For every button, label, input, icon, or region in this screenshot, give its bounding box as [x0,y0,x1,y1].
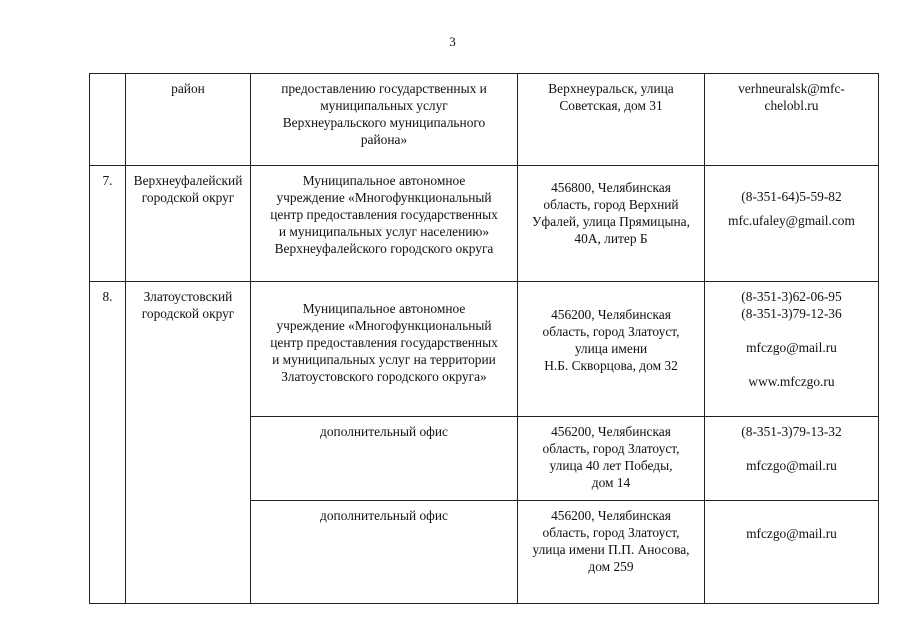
address-line: Верхнеуральск, улица [548,81,674,96]
row-number-cell [90,74,126,166]
contacts-cell [705,282,879,417]
phone-text: (8-351-3)79-13-32 [741,424,842,439]
phone-text: (8-351-64)5-59-82 [741,189,842,204]
organization-line: учреждение «Многофункциональный [276,318,492,333]
organization-cell [251,417,518,501]
organization-line: района» [360,132,408,147]
row-number: 8. [102,289,113,304]
address-line: 40А, литер Б [574,231,648,246]
organization-line: Муниципальное автономное [302,173,466,188]
offices-table [89,73,879,604]
page-number: 3 [449,34,456,49]
contacts-cell [705,74,879,166]
organization-cell [251,74,518,166]
address-line: улица имени [574,341,648,356]
district-cell [126,282,251,604]
organization-line: центр предоставления государственных [270,335,498,350]
district-name: район [171,81,205,96]
table-row [90,166,879,282]
address-line: улица 40 лет Победы, [549,458,673,473]
contacts-cell [705,417,879,501]
email-text: mfczgo@mail.ru [746,340,837,355]
table-row [90,282,879,417]
contacts-cell [705,501,879,604]
email-text: mfczgo@mail.ru [746,458,837,473]
table-row [90,74,879,166]
address-cell [518,501,705,604]
row-number-cell [90,166,126,282]
organization-line: Златоустовского городского округа» [281,369,487,384]
website-text: www.mfczgo.ru [748,374,835,389]
district-cell [126,166,251,282]
district-name: Златоустовский [143,289,233,304]
organization-cell [251,282,518,417]
address-line: область, город Златоуст, [542,441,680,456]
organization-line: муниципальных услуг [320,98,448,113]
address-cell [518,417,705,501]
organization-line: Муниципальное автономное [302,301,466,316]
organization-line: и муниципальных услуг на территории [272,352,496,367]
address-line: 456800, Челябинская [551,180,671,195]
address-line: 456200, Челябинская [551,307,671,322]
email-text: mfczgo@mail.ru [746,526,837,541]
email-text: verhneuralsk@mfc- [738,81,845,96]
address-cell [518,166,705,282]
district-name: городской округ [141,306,235,321]
address-line: Н.Б. Скворцова, дом 32 [544,358,678,373]
organization-line: Верхнеуральского муниципального [282,115,486,130]
address-cell [518,74,705,166]
phone-text: (8-351-3)79-12-36 [741,306,842,321]
organization-line: и муниципальных услуг населению» [278,224,490,239]
district-name: городской округ [141,190,235,205]
address-line: область, город Верхний [543,197,679,212]
organization-line: дополнительный офис [320,424,448,439]
phone-text: (8-351-3)62-06-95 [741,289,842,304]
organization-cell [251,501,518,604]
address-cell [518,282,705,417]
organization-line: предоставлению государственных и [281,81,487,96]
organization-line: центр предоставления государственных [270,207,498,222]
address-line: дом 14 [591,475,631,490]
row-number: 7. [102,173,113,188]
address-line: 456200, Челябинская [551,424,671,439]
email-text: chelobl.ru [764,98,819,113]
email-text: mfc.ufaley@gmail.com [728,213,855,228]
address-line: улица имени П.П. Аносова, [532,542,690,557]
contacts-cell [705,166,879,282]
address-line: Советская, дом 31 [559,98,663,113]
address-line: Уфалей, улица Прямицына, [532,214,690,229]
district-name: Верхнеуфалейский [133,173,243,188]
address-line: область, город Златоуст, [542,525,680,540]
address-line: дом 259 [588,559,634,574]
address-line: 456200, Челябинская [551,508,671,523]
row-number-cell [90,282,126,604]
organization-line: дополнительный офис [320,508,448,523]
organization-line: учреждение «Многофункциональный [276,190,492,205]
district-cell [126,74,251,166]
organization-line: Верхнеуфалейского городского округа [274,241,494,256]
organization-cell [251,166,518,282]
address-line: область, город Златоуст, [542,324,680,339]
